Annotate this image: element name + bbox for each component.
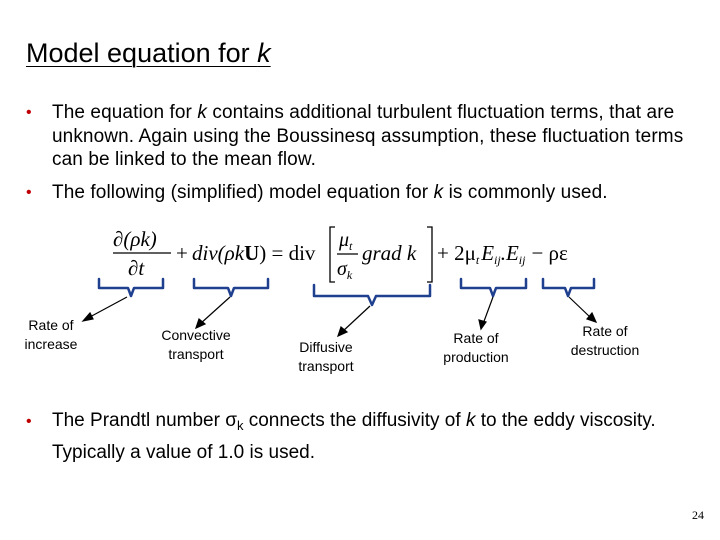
label-diffusive-transport: Diffusive transport — [298, 339, 354, 374]
slide-title: Model equation for k — [26, 38, 271, 68]
label-rate-of-increase: Rate of increase — [24, 317, 78, 352]
bullet-dot: • — [26, 413, 32, 430]
page-number: 24 — [692, 508, 704, 522]
bullet-item-1: • The equation for k contains additional turbulent fluctuation terms, that are unknown. Again using the Boussinesq assumption, these fluctuation terms can be linked to the mean flow. — [26, 102, 684, 170]
arrowhead-production — [479, 320, 486, 329]
eq-convective-term: div(ρkU) = div — [192, 241, 316, 265]
bullet-item-2: • The following (simplified) model equation for k is commonly used. — [26, 181, 608, 203]
eq-mu-t: $\mu_t$ — [339, 229, 353, 253]
eq-left-bracket — [330, 227, 335, 282]
arrow-diffusive — [342, 306, 370, 332]
brace-convective — [194, 279, 268, 296]
label-rate-of-production: Rate of production — [443, 330, 509, 365]
eq-sigma-k: $\sigma_k$ — [337, 258, 353, 282]
arrowhead-rate-of-increase — [83, 313, 93, 321]
bullet-item-3: • The Prandtl number $\sigma_k$ connects the diffusivity of k to the eddy viscosity. Typically a value of 1.0 is used. — [26, 410, 656, 463]
arrow-rate-of-increase — [88, 297, 127, 318]
eq-grad-k: grad k — [362, 241, 417, 265]
bullet-dot: • — [26, 104, 32, 121]
arrow-destruction — [569, 297, 591, 318]
arrow-production — [483, 297, 493, 324]
label-rate-of-destruction: Rate of destruction — [570, 323, 640, 358]
brace-diffusive — [314, 285, 430, 305]
brace-destruction — [543, 279, 594, 296]
eq-production-term: + 2μtEij.Eij − ρε — [437, 241, 568, 267]
brace-rate-of-increase — [99, 279, 163, 296]
arrow-convective — [200, 297, 230, 324]
eq-plus-1: + — [176, 241, 188, 265]
eq-lhs-denominator: ∂t — [128, 256, 145, 280]
arrowhead-destruction — [587, 313, 596, 322]
brace-production — [461, 279, 526, 296]
eq-right-bracket — [427, 227, 432, 282]
label-convective-transport: Convective transport — [161, 327, 231, 362]
eq-lhs-numerator: ∂(ρk) — [113, 227, 157, 251]
bullet-dot: • — [26, 183, 32, 201]
